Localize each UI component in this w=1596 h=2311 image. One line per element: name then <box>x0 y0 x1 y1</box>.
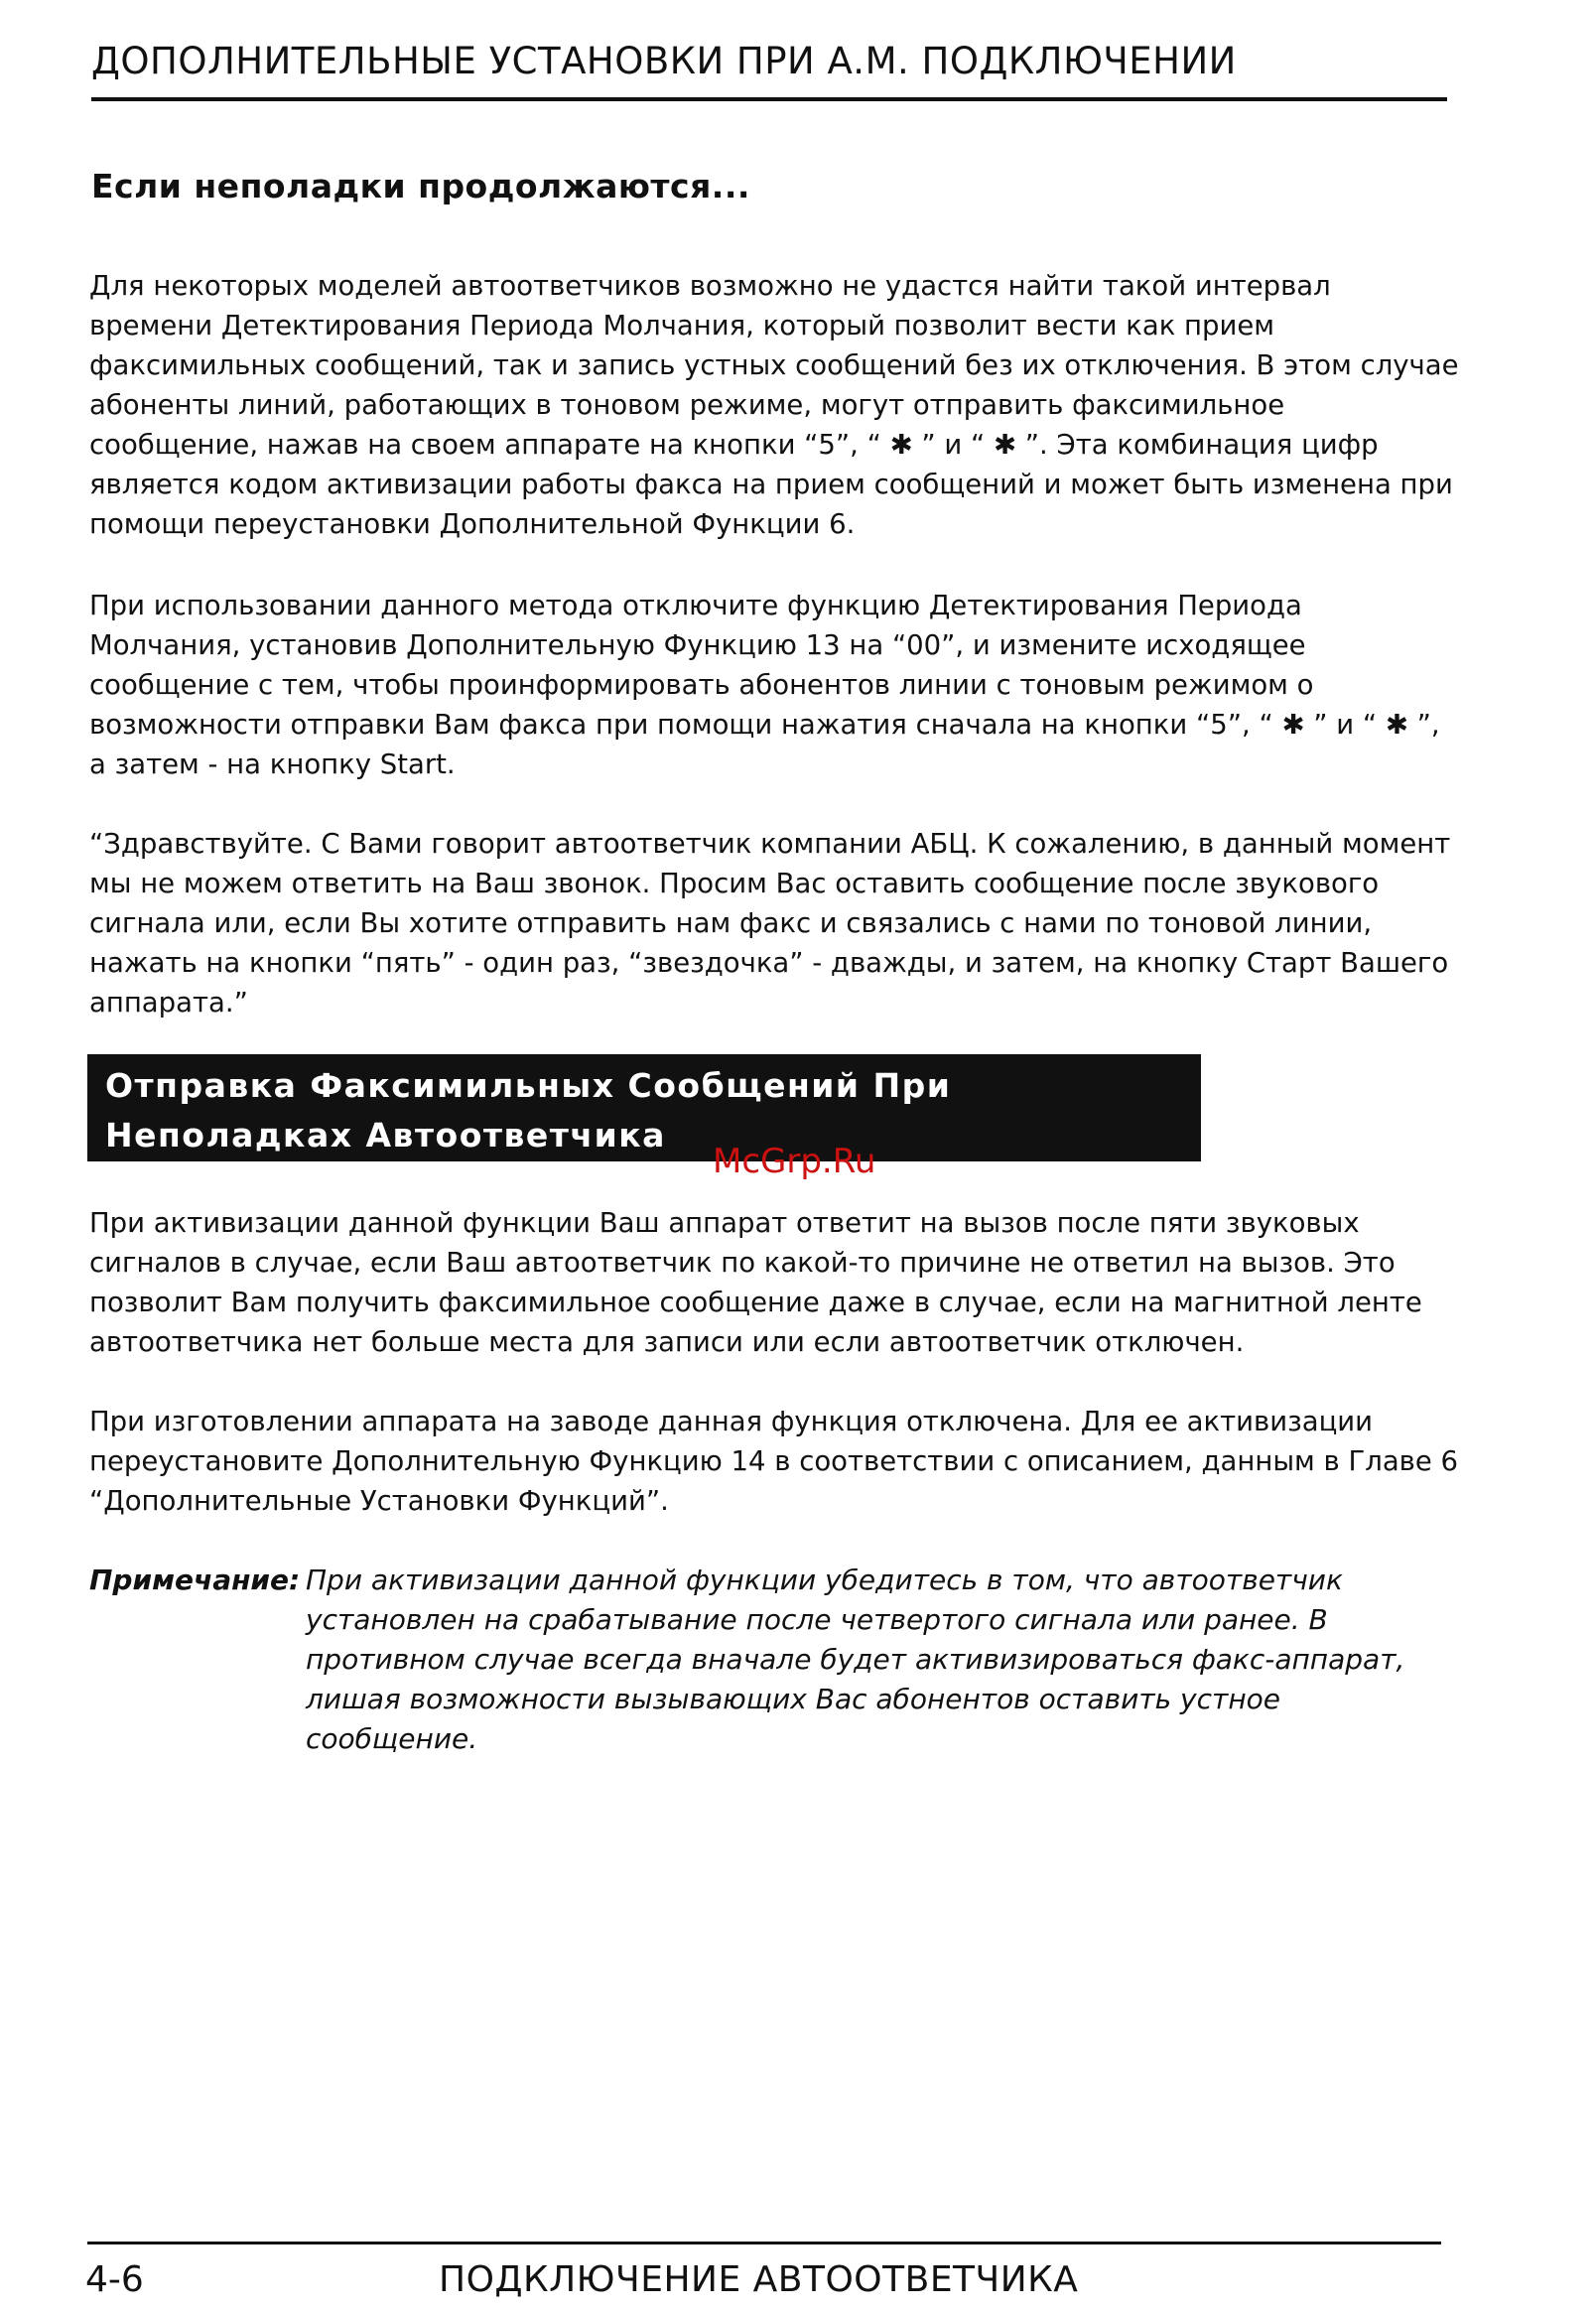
paragraph-4: При активизации данной функции Ваш аппарат ответит на вызов после пяти звуковых сигналов в случае, если Ваш автоответчик по какой-то причине не ответил на вызов. Это позволит Вам получить факсимильное сообщение даже в случае, если на магнитной ленте автоответчика нет больше места для записи или если автоответчик отключен. <box>89 1207 1422 1358</box>
paragraph-2: При использовании данного метода отключите функцию Детектирования Периода Молчания, установив Дополнительную Функцию 13 на “00”, и измените исходящее сообщение с тем, чтобы проинформировать абонентов линии с тоновым режимом о возможности отправки Вам факса при помощи нажатия сначала на кнопки “5”, “ ✱ ” и “ ✱ ”, а затем - на кнопку Start. <box>89 590 1440 780</box>
footer-title: ПОДКЛЮЧЕНИЕ АВТООТВЕТЧИКА <box>439 2259 1079 2300</box>
page-number: 4-6 <box>85 2259 144 2300</box>
note-label: Примечание: <box>89 1563 301 1596</box>
section-title: Если неполадки продолжаются... <box>91 167 750 205</box>
page-header-title: ДОПОЛНИТЕЛЬНЫЕ УСТАНОВКИ ПРИ А.М. ПОДКЛЮЧЕНИИ <box>91 40 1237 82</box>
header-divider <box>91 97 1447 101</box>
paragraph-1: Для некоторых моделей автоответчиков возможно не удастся найти такой интервал времени Детектирования Периода Молчания, который позволит вести как прием факсимильных сообщений, так и запись устных сообщений без их отключения. В этом случае абоненты линий, работающих в тоновом режиме, могут отправить факсимильное сообщение, нажав на своем аппарате на кнопки “5”, “ ✱ ” и “ ✱ ”. Эта комбинация цифр является кодом активизации работы факса на прием сообщений и может быть изменена при помощи переустановки Дополнительной Функции 6. <box>89 270 1459 540</box>
note-text: При активизации данной функции убедитесь в том, что автоответчик установлен на срабатывание после четвертого сигнала или ранее. В противном случае всегда вначале будет активизироваться факс-аппарат, лишая возможности вызывающих Вас абонентов оставить устное сообщение. <box>306 1563 1405 1755</box>
footer-divider <box>87 2242 1441 2244</box>
watermark: McGrp.Ru <box>713 1142 876 1181</box>
paragraph-quote: “Здравствуйте. С Вами говорит автоответчик компании АБЦ. К сожалению, в данный момент мы не можем ответить на Ваш звонок. Просим Вас оставить сообщение после звукового сигнала или, если Вы хотите отправить нам факс и связались с нами по тоновой линии, нажать на кнопки “пять” - один раз, “звездочка” - дважды, и затем, на кнопку Старт Вашего аппарата.” <box>89 828 1451 1019</box>
paragraph-5: При изготовлении аппарата на заводе данная функция отключена. Для ее активизации переустановите Дополнительную Функцию 14 в соответствии с описанием, данным в Главе 6 “Дополнительные Установки Функций”. <box>89 1406 1459 1517</box>
section-banner: Отправка Факсимильных Сообщений При Неполадках Автоответчика <box>87 1054 1201 1161</box>
